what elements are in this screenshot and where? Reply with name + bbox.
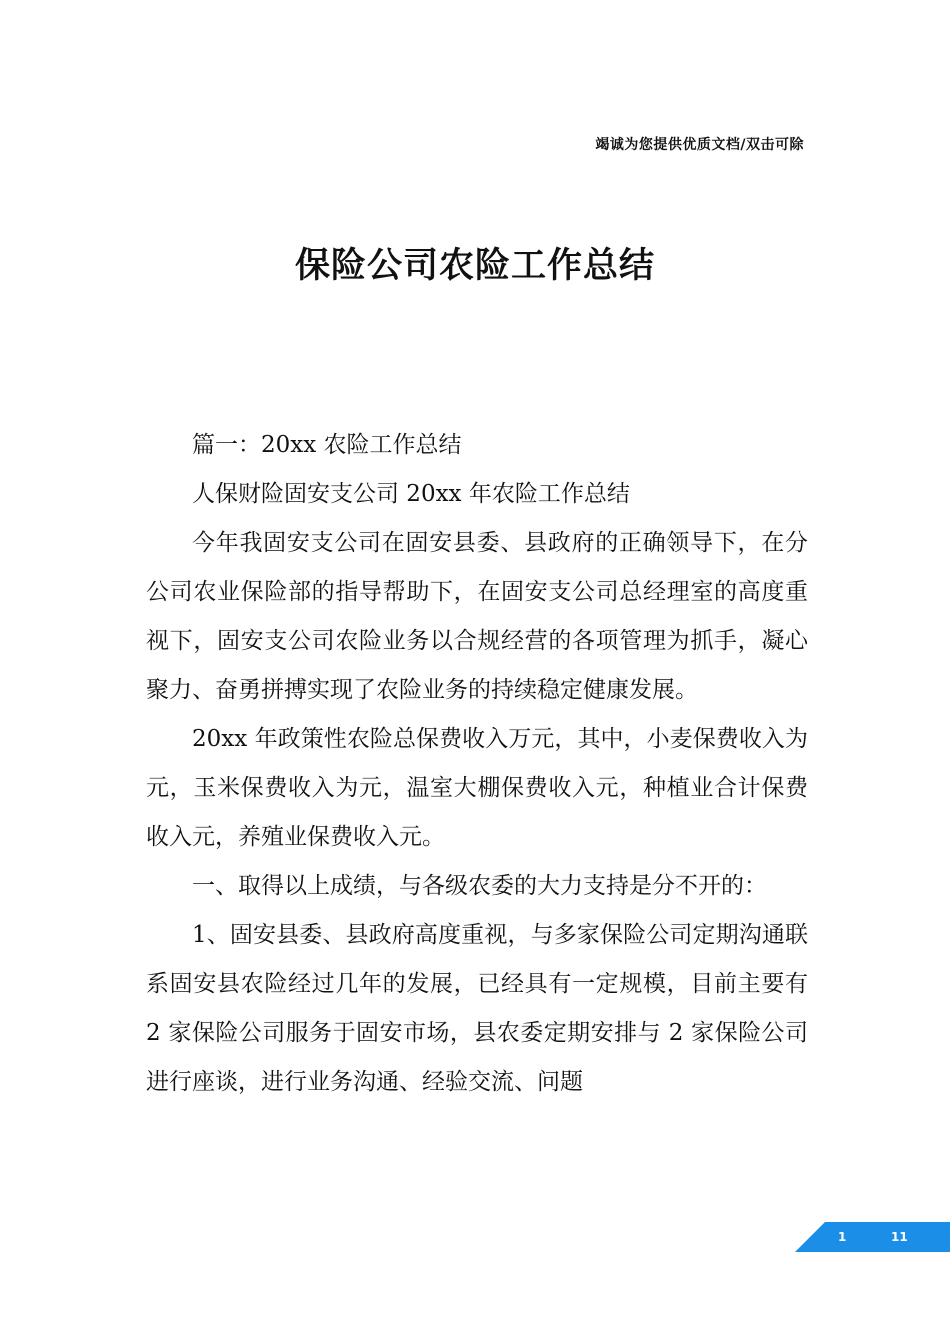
paragraph-section-heading: 篇一：20xx 农险工作总结 [192, 432, 462, 458]
page-number: 1 [838, 1230, 847, 1244]
paragraph: 20xx 年政策性农险总保费收入万元，其中，小麦保费收入为元，玉米保费收入为元，温室大棚保费收入元，种植业合计保费收入元，养殖业保费收入元。 [146, 726, 808, 850]
document-body [146, 421, 808, 1107]
paragraph: 一、取得以上成绩，与各级农委的大力支持是分不开的： [192, 873, 767, 899]
page-number-band [795, 1222, 950, 1252]
header-note: 竭诚为您提供优质文档/双击可除 [595, 137, 804, 153]
document-title: 保险公司农险工作总结 [294, 246, 655, 286]
paragraph: 今年我固安支公司在固安县委、县政府的正确领导下，在分公司农业保险部的指导帮助下，在固安支公司总经理室的高度重视下，固安支公司农险业务以合规经营的各项管理为抓手，凝心聚力、奋勇拼搏实现了农险业务的持续稳定健康发展。 [146, 530, 808, 703]
paragraph: 1、固安县委、县政府高度重视，与多家保险公司定期沟通联系固安县农险经过几年的发展，已经具有一定规模，目前主要有 2 家保险公司服务于固安市场，县农委定期安排与 2 家保险公司进行座谈，进行业务沟通、经验交流、问题 [146, 922, 808, 1095]
paragraph-subtitle: 人保财险固安支公司 20xx 年农险工作总结 [192, 481, 630, 507]
page-total: 11 [891, 1230, 908, 1244]
